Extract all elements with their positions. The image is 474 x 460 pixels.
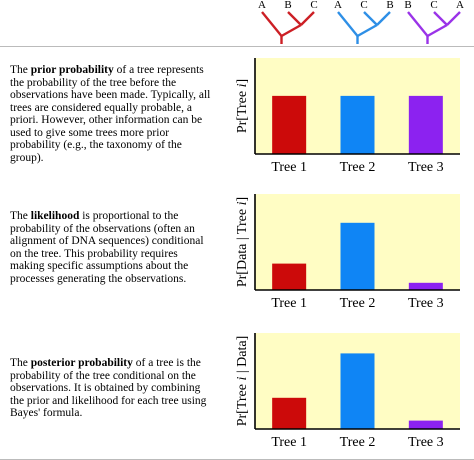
y-axis-label-part: Pr[Tree: [235, 87, 250, 134]
tree-branch: [408, 12, 428, 36]
likelihood-chart-svg: [230, 190, 470, 316]
y-axis-label-part: Pr[Data | Tree: [235, 205, 250, 288]
section-divider: [0, 46, 474, 47]
tree-leaf-label: A: [334, 0, 342, 11]
tree-branch: [338, 12, 358, 36]
tree-branch: [377, 12, 390, 25]
y-axis-label-part: i: [235, 201, 250, 206]
bar-tree-1: [272, 398, 306, 429]
likelihood-description-text: is proportional to the probability of the observations (often an alignment of DNA sequences) conditional on the tree. This probability requires making specific assumptions about the processes generating the observations.: [10, 210, 204, 285]
prior-term: prior probability: [30, 64, 114, 76]
prior-description-text: of a tree represents the probability of the tree before the observations have been made. Typically, all trees are considered equally probable, a priori. However, other information can be used to give some trees more prior probability (e.g., the taxonomy of the group).: [10, 64, 211, 164]
tree-branch: [428, 25, 448, 36]
y-axis-label-part: | Data]: [235, 335, 250, 377]
posterior-description: [10, 357, 215, 420]
y-axis-label-part: i: [235, 83, 250, 88]
bar-tree-3: [409, 96, 443, 154]
prior-description: [10, 64, 215, 164]
prior-chart: [230, 54, 470, 180]
tree-leaf-label: A: [456, 0, 464, 11]
bar-tree-2: [341, 96, 375, 154]
tree-branch: [358, 25, 378, 36]
x-tick-label: Tree 1: [271, 435, 307, 450]
tree-leaf-label: C: [430, 0, 438, 11]
tree-branch: [364, 12, 377, 25]
tree-leaf-label: C: [360, 0, 368, 11]
tree-leaf-label: B: [404, 0, 412, 11]
bar-tree-2: [341, 223, 375, 290]
bar-tree-2: [341, 353, 375, 429]
likelihood-chart: [230, 190, 470, 316]
tree-branch: [301, 12, 314, 25]
tree-branch: [282, 25, 302, 36]
posterior-chart: [230, 329, 470, 455]
tree-branch: [262, 12, 282, 36]
tree-2: [334, 0, 394, 44]
tree-leaf-label: B: [386, 0, 394, 11]
tree-leaf-label: A: [258, 0, 266, 11]
x-tick-label: Tree 2: [339, 160, 376, 175]
posterior-term: posterior probability: [30, 357, 133, 369]
bar-tree-3: [409, 421, 443, 429]
tree-branch: [447, 12, 460, 25]
prior-chart-svg: [230, 54, 470, 180]
x-tick-label: Tree 2: [339, 296, 376, 311]
x-tick-label: Tree 2: [339, 435, 376, 450]
y-axis-label-part: ]: [235, 78, 250, 84]
tree-1: [258, 0, 318, 44]
prior-description-lead: The: [10, 64, 31, 76]
y-axis-label: [235, 336, 250, 427]
bar-tree-3: [409, 283, 443, 290]
y-axis-label-part: ]: [235, 196, 250, 202]
tree-branch: [434, 12, 447, 25]
tree-branch: [288, 12, 301, 25]
bar-tree-1: [272, 264, 306, 290]
y-axis-label: [235, 79, 250, 133]
posterior-description-text: of a tree is the probability of the tree conditional on the observations. It is obtained by combining the prior and likelihood for each tree using Bayes' formula.: [10, 357, 207, 419]
x-tick-label: Tree 1: [271, 160, 307, 175]
tree-3: [404, 0, 464, 44]
likelihood-term: likelihood: [30, 210, 80, 222]
x-tick-label: Tree 3: [408, 160, 444, 175]
x-tick-label: Tree 3: [408, 296, 444, 311]
likelihood-description-lead: The: [10, 210, 31, 222]
tree-leaf-label: C: [310, 0, 318, 11]
y-axis-label-part: Pr[Tree: [235, 380, 250, 427]
y-axis-label-part: i: [235, 376, 250, 381]
tree-leaf-label: B: [284, 0, 292, 11]
x-tick-label: Tree 3: [408, 435, 444, 450]
bar-tree-1: [272, 96, 306, 154]
x-tick-label: Tree 1: [271, 296, 307, 311]
posterior-description-lead: The: [10, 357, 31, 369]
posterior-chart-svg: [230, 329, 470, 455]
tree-topologies: [250, 0, 470, 48]
y-axis-label: [235, 197, 250, 287]
likelihood-description: [10, 210, 215, 285]
